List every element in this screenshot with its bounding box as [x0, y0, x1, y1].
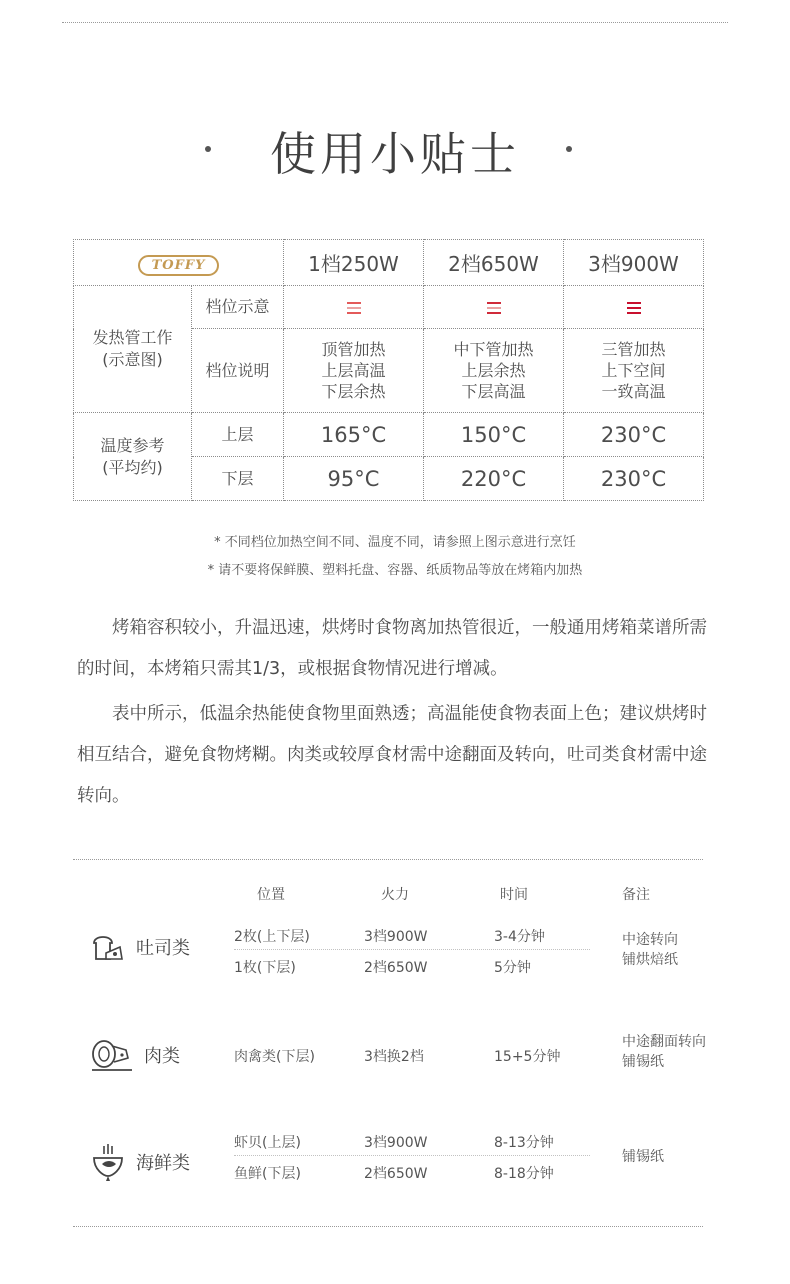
temp-cell: 230°C [564, 413, 704, 457]
time-cell: 15+5分钟 [494, 1049, 561, 1065]
temp-cell: 165°C [284, 413, 424, 457]
note-cell: 铺锡纸 [622, 1149, 664, 1165]
category-name: 海鲜类 [136, 1153, 190, 1174]
position-cell: 肉禽类(下层) [234, 1049, 315, 1065]
heater-indicator-icon [347, 302, 361, 314]
seafood-icon [90, 1142, 126, 1182]
bottom-divider [73, 1226, 703, 1227]
note-line: * 不同档位加热空间不同、温度不同，请参照上图示意进行烹饪 [214, 535, 576, 550]
paragraph: 烤箱容积较小，升温迅速，烘烤时食物离加热管很近，一般通用烤箱菜谱所需的时间，本烤箱只需其1/3，或根据食物情况进行增减。 [77, 618, 707, 679]
header-power: 火力 [381, 887, 409, 903]
time-cell: 8-13分钟 [494, 1135, 554, 1151]
header-note: 备注 [622, 887, 650, 903]
note-cell: 中途转向 铺烘焙纸 [622, 932, 678, 968]
row-divider [234, 1155, 590, 1156]
notes [0, 529, 790, 585]
category-meat [90, 1036, 180, 1074]
indicator-cell [284, 286, 424, 329]
note-line: * 请不要将保鲜膜、塑料托盘、容器、纸质物品等放在烤箱内加热 [207, 563, 583, 578]
category-name: 肉类 [144, 1046, 180, 1067]
time-cell: 3-4分钟 [494, 929, 545, 945]
header-position: 位置 [257, 887, 285, 903]
row-divider [234, 949, 590, 950]
column-header: 2档650W [424, 240, 564, 286]
upper-row-label: 上层 [192, 413, 284, 457]
indicator-cell [424, 286, 564, 329]
power-spec-table [73, 239, 704, 501]
page-title: 使用小贴士 [270, 127, 520, 181]
power-cell: 3档换2档 [364, 1049, 424, 1065]
header-time: 时间 [500, 887, 528, 903]
temperature-group-label: 温度参考 (平均约) [74, 413, 192, 501]
upper-temp-row [74, 413, 704, 457]
power-cell: 3档900W [364, 1135, 428, 1151]
table-header-row [74, 240, 704, 286]
heater-indicator-icon [627, 302, 641, 314]
power-cell: 2档650W [364, 1166, 428, 1182]
position-cell: 虾贝(上层) [234, 1135, 301, 1151]
temp-cell: 150°C [424, 413, 564, 457]
meat-icon [90, 1036, 134, 1074]
category-seafood [90, 1142, 190, 1182]
indicator-row-label: 档位示意 [192, 286, 284, 329]
column-header: 3档900W [564, 240, 704, 286]
title-wrap [0, 118, 790, 184]
note-cell: 中途翻面转向 铺锡纸 [622, 1034, 706, 1070]
brand-logo: TOFFY [138, 255, 220, 276]
position-cell: 鱼鲜(下层) [234, 1166, 301, 1182]
description-cell: 顶管加热 上层高温 下层余热 [284, 329, 424, 413]
power-cell: 3档900W [364, 929, 428, 945]
category-toast [90, 929, 190, 965]
section-divider [73, 859, 703, 860]
toast-icon [90, 929, 126, 965]
lower-row-label: 下层 [192, 457, 284, 501]
temp-cell: 95°C [284, 457, 424, 501]
description-row-label: 档位说明 [192, 329, 284, 413]
time-cell: 5分钟 [494, 960, 531, 976]
indicator-row [74, 286, 704, 329]
heating-group-label: 发热管工作 (示意图) [74, 286, 192, 413]
temp-cell: 230°C [564, 457, 704, 501]
indicator-cell [564, 286, 704, 329]
heater-indicator-icon [487, 302, 501, 314]
position-cell: 2枚(上下层) [234, 929, 310, 945]
column-header: 1档250W [284, 240, 424, 286]
position-cell: 1枚(下层) [234, 960, 296, 976]
category-name: 吐司类 [136, 938, 190, 959]
description-cell: 三管加热 上下空间 一致高温 [564, 329, 704, 413]
description-cell: 中下管加热 上层余热 下层高温 [424, 329, 564, 413]
top-divider [62, 22, 728, 23]
title-bullet-right [566, 146, 572, 152]
paragraph: 表中所示，低温余热能使食物里面熟透；高温能使食物表面上色；建议烘烤时相互结合，避免食物烤糊。肉类或较厚食材需中途翻面及转向，吐司类食材需中途转向。 [77, 704, 707, 806]
power-cell: 2档650W [364, 960, 428, 976]
time-cell: 8-18分钟 [494, 1166, 554, 1182]
logo-cell [74, 240, 284, 286]
temp-cell: 220°C [424, 457, 564, 501]
